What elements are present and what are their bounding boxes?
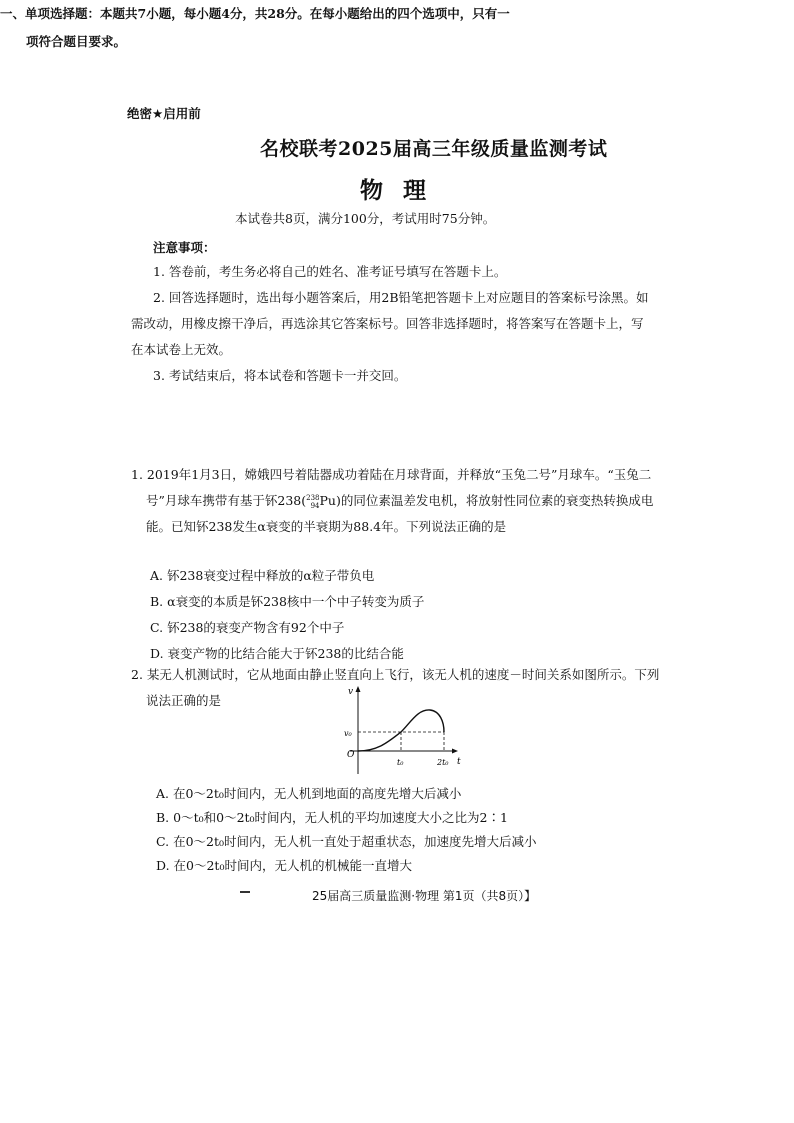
q2-stem-line-2: 说法正确的是 [146, 693, 222, 708]
nuclide-symbol: Pu [319, 493, 336, 508]
section-heading-line-2: 项符合题目要求。 [26, 34, 127, 49]
notice-item-1: 1. 答卷前，考生务必将自己的姓名、准考证号填写在答题卡上。 [153, 264, 507, 279]
velocity-time-graph [336, 682, 466, 782]
q1-option-a: A. 钚238衰变过程中释放的α粒子带负电 [150, 568, 375, 583]
q1-option-c: C. 钚238的衰变产物含有92个中子 [150, 620, 345, 635]
q1-option-d: D. 衰变产物的比结合能大于钚238的比结合能 [150, 646, 404, 661]
footer-mark [240, 891, 250, 893]
notice-title: 注意事项： [153, 240, 216, 255]
q1-option-b: B. α衰变的本质是钚238核中一个中子转变为质子 [150, 594, 425, 609]
notice-item-2-line-3: 在本试卷上无效。 [131, 342, 232, 357]
v-axis-arrow [356, 686, 361, 692]
exam-info: 本试卷共8页，满分100分，考试用时75分钟。 [235, 211, 496, 226]
nuclide-atomic-number: 94 [310, 501, 320, 510]
section-heading [0, 0, 540, 56]
axis-v-label: v [348, 687, 354, 697]
q1-stem-line-2-post: )的同位素温差发电机，将放射性同位素的衰变热转换成电 [335, 493, 654, 508]
subject-title: 物 理 [360, 178, 433, 204]
q2-option-b: B. 0～t₀和0～2t₀时间内，无人机的平均加速度大小之比为2∶1 [156, 810, 508, 825]
nuclide-notation [306, 494, 319, 510]
notice-item-2-line-2: 需改动，用橡皮擦干净后，再选涂其它答案标号。回答非选择题时，将答案写在答题卡上，写 [131, 316, 644, 331]
v0-label: v₀ [344, 729, 352, 738]
page-footer: 25届高三质量监测·物理 第1页（共8页）】 [312, 889, 537, 903]
q2-option-c: C. 在0～2t₀时间内，无人机一直处于超重状态，加速度先增大后减小 [156, 834, 537, 849]
confidential-label: 绝密★启用前 [127, 106, 201, 121]
q1-stem-line-2-pre: 号”月球车携带有基于钚238( [146, 493, 307, 508]
exam-title: 名校联考2025届高三年级质量监测考试 [260, 138, 608, 160]
t0-label: t₀ [397, 758, 404, 767]
notice-item-2-line-1: 2. 回答选择题时，选出每小题答案后，用2B铅笔把答题卡上对应题目的答案标号涂黑。如 [153, 290, 649, 305]
notice-item-3: 3. 考试结束后，将本试卷和答题卡一并交回。 [153, 368, 407, 383]
q2-stem-line-1: 2. 某无人机测试时，它从地面由静止竖直向上飞行，该无人机的速度－时间关系如图所示。下列 [131, 667, 660, 682]
q2-option-d: D. 在0～2t₀时间内，无人机的机械能一直增大 [156, 858, 412, 873]
q1-stem-line-3: 能。已知钚238发生α衰变的半衰期为88.4年。下列说法正确的是 [146, 519, 507, 534]
origin-label: O [347, 750, 355, 760]
q2-option-a: A. 在0～2t₀时间内，无人机到地面的高度先增大后减小 [156, 786, 462, 801]
section-heading-line-1: 一、单项选择题：本题共7小题，每小题4分，共28分。在每小题给出的四个选项中，只有一 [0, 6, 510, 21]
nuclide-mass-number: 238 [306, 493, 320, 502]
t-axis-arrow [452, 749, 458, 754]
q1-stem-line-2 [146, 488, 653, 514]
axis-t-label: t [457, 757, 461, 767]
q1-stem-line-1: 1. 2019年1月3日，嫦娥四号着陆器成功着陆在月球背面，并释放“玉兔二号”月球车。“玉兔二 [131, 467, 652, 482]
2t0-label: 2t₀ [437, 758, 449, 767]
